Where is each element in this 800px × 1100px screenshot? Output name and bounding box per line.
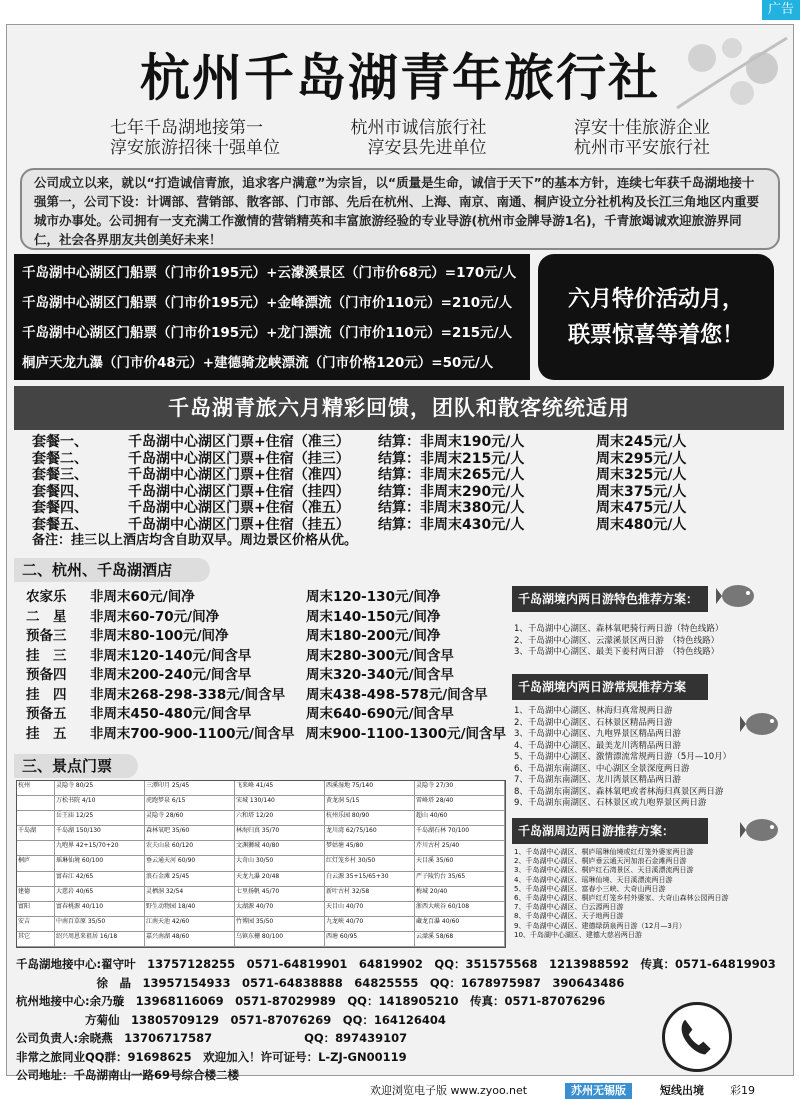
package-weekday-price: 结算：非周末430元/人 xyxy=(378,516,525,533)
hotel-section-title: 二、杭州、千岛湖酒店 xyxy=(14,558,210,582)
ticket-combo: 千岛湖中心湖区门船票（门市价195元）+龙门漂流（门市价110元）=215元/人 xyxy=(22,325,513,341)
contact-line: 杭州地接中心:余乃璇 13968116069 0571-87029989 QQ：1418905210 传真：0571-87076296 xyxy=(16,994,606,1008)
hotel-row xyxy=(26,725,506,745)
package-row xyxy=(32,467,772,484)
package-weekday-price: 结算：非周末290元/人 xyxy=(378,483,525,500)
scenic-ticket-cell: 千岛湖 150/130 xyxy=(55,826,145,841)
package-weekend-price: 周末480元/人 xyxy=(596,516,687,533)
package-row xyxy=(32,451,772,468)
hotel-weekday-price: 非周末268-298-338元/间含早 xyxy=(90,686,286,703)
package-weekday-price: 结算：非周末215元/人 xyxy=(378,450,525,467)
scenic-ticket-cell: 灵栖洞 32/54 xyxy=(145,887,235,902)
scenic-ticket-cell: 垂云通天河 60/90 xyxy=(145,856,235,871)
recommend-nearby-title: 千岛湖周边两日游推荐方案： xyxy=(512,818,708,844)
hotel-weekend-price: 周末438-498-578元/间含早 xyxy=(306,686,488,703)
package-content: 千岛湖中心湖区门票+住宿（挂三） xyxy=(128,450,350,467)
hotel-type: 预备四 xyxy=(26,667,67,683)
honor-item: 淳安十佳旅游企业 xyxy=(574,118,710,138)
recommend-item: 6、千岛湖中心湖区、桐庐红灯笼乡村外婆家、大奇山森林公园两日游 xyxy=(514,894,729,903)
package-weekend-price: 周末375元/人 xyxy=(596,483,687,500)
scenic-ticket-cell: 七里扬帆 45/70 xyxy=(235,887,325,902)
scenic-ticket-cell: 云濛溪 58/68 xyxy=(415,932,505,947)
hotel-row xyxy=(26,666,506,686)
scenic-region-cell xyxy=(17,811,55,826)
scenic-ticket-cell: 梅城 20/40 xyxy=(415,887,505,902)
recommend-item: 5、千岛湖中心湖区、富春小三峡、大奇山两日游 xyxy=(514,884,666,893)
hotel-type: 预备五 xyxy=(26,706,67,722)
hotel-weekend-price: 周末120-130元/间净 xyxy=(306,589,441,605)
hotel-row xyxy=(26,588,506,608)
recommend-regular-title: 千岛湖境内两日游常规推荐方案 xyxy=(512,674,708,700)
package-weekday-price: 结算：非周末265元/人 xyxy=(378,467,525,483)
contact-line: 千岛湖地接中心:翟守叶 13757128255 0571-64819901 64819902 QQ：351575568 1213988592 传真：0571-64819903 xyxy=(16,957,776,971)
scenic-region-cell: 其它 xyxy=(17,932,55,947)
agency-title: 杭州千岛湖青年旅行社 xyxy=(140,49,660,107)
scenic-ticket-cell: 灵隐寺 80/25 xyxy=(55,781,145,796)
hotel-row xyxy=(26,608,506,628)
package-name: 套餐一、 xyxy=(32,434,88,450)
package-content: 千岛湖中心湖区门票+住宿（准三） xyxy=(128,434,350,450)
scenic-ticket-cell: 大奇山 30/50 xyxy=(235,856,325,871)
footer-edition: 苏州无锡版 xyxy=(565,1083,632,1099)
package-content: 千岛湖中心湖区门票+住宿（准四） xyxy=(128,467,350,483)
hotel-weekend-price: 周末640-690元/间含早 xyxy=(306,706,454,722)
scenic-region-cell xyxy=(17,796,55,811)
recommend-item: 1、千岛湖中心湖区、林海归真常规两日游 xyxy=(514,706,673,716)
hotel-weekend-price: 周末280-300元/间含早 xyxy=(306,647,454,664)
hotel-weekend-price: 周末320-340元/间含早 xyxy=(306,667,454,683)
recommend-item: 5、千岛湖中心湖区、激情漂流常规两日游（5月—10月） xyxy=(514,752,732,762)
footer-category: 短线出境 xyxy=(660,1084,704,1097)
hotel-weekday-price: 非周末700-900-1100元/间含早 xyxy=(89,725,295,742)
honor-item: 七年千岛湖地接第一 xyxy=(110,118,263,138)
scenic-ticket-cell: 林海归真 35/70 xyxy=(235,826,325,841)
package-note: 备注：挂三以上酒店均含自助双早。周边景区价格从优。 xyxy=(32,533,358,548)
package-weekend-price: 周末295元/人 xyxy=(596,450,687,467)
scenic-ticket-cell: 文渊狮城 40/80 xyxy=(235,841,325,856)
recommend-featured-list xyxy=(514,624,798,659)
scenic-ticket-cell: 森林氧吧 35/60 xyxy=(145,826,235,841)
promo-line: 联票惊喜等着您！ xyxy=(567,323,744,348)
hotel-price-list xyxy=(26,588,506,744)
scenic-ticket-cell: 新叶古村 32/58 xyxy=(325,887,415,902)
honor-item: 杭州市平安旅行社 xyxy=(574,138,710,158)
honors-row xyxy=(110,118,710,138)
hotel-row xyxy=(26,627,506,647)
scenic-ticket-cell: 藏龙百瀑 40/60 xyxy=(415,917,505,932)
page-footer xyxy=(0,1082,800,1100)
scenic-ticket-cell: 杭州乐园 80/90 xyxy=(325,811,415,826)
recommend-item: 7、千岛湖中心湖区、白云源两日游 xyxy=(514,903,624,912)
scenic-ticket-cell: 乌镇东栅 80/100 xyxy=(235,932,325,947)
scenic-ticket-cell: 九龙峡 40/70 xyxy=(325,917,415,932)
hotel-type: 农家乐 xyxy=(26,589,67,605)
scenic-ticket-cell: 九咆界 42+15/70+20 xyxy=(55,841,145,856)
scenic-ticket-cell: 天目溪 35/60 xyxy=(415,856,505,871)
hotel-row xyxy=(26,705,506,725)
scenic-ticket-cell: 瑶琳仙境 60/100 xyxy=(55,856,145,871)
hotel-type: 二 星 xyxy=(26,608,67,625)
recommend-item: 1、千岛湖中心湖区、桐庐瑶琳仙境或红灯笼外婆家两日游 xyxy=(514,848,694,856)
scenic-ticket-cell: 宋城 130/140 xyxy=(235,796,325,811)
honor-item: 淳安县先进单位 xyxy=(367,138,487,158)
scenic-region-cell: 建德 xyxy=(17,887,55,902)
scenic-ticket-cell: 严子陵钓台 35/65 xyxy=(415,872,505,887)
scenic-ticket-cell: 千岛湖石林 70/100 xyxy=(415,826,505,841)
scenic-ticket-cell: 岳王庙 12/25 xyxy=(55,811,145,826)
recommend-featured-title: 千岛湖境内两日游特色推荐方案： xyxy=(512,586,708,612)
scenic-ticket-cell: 绍兴周恩来祖居 16/18 xyxy=(55,932,145,947)
phone-icon xyxy=(662,1002,732,1072)
scenic-ticket-cell: 飞来峰 41/45 xyxy=(235,781,325,796)
package-name: 套餐四、 xyxy=(32,483,88,500)
package-content: 千岛湖中心湖区门票+住宿（挂四） xyxy=(128,483,350,500)
package-weekend-price: 周末475元/人 xyxy=(596,500,687,516)
scenic-ticket-cell: 三潭印月 25/45 xyxy=(145,781,235,796)
hotel-weekday-price: 非周末200-240元/间含早 xyxy=(90,667,252,683)
hotel-type: 预备三 xyxy=(26,628,67,644)
feedback-banner: 千岛湖青旅六月精彩回馈，团队和散客统统适用 xyxy=(14,386,784,430)
ad-label: 广告 xyxy=(762,0,800,20)
scenic-ticket-cell: 六和塔 12/20 xyxy=(235,811,325,826)
scenic-ticket-cell: 灵隐寺 28/60 xyxy=(145,811,235,826)
recommend-item: 4、千岛湖中心湖区、瑶琳仙境、天目溪漂流两日游 xyxy=(514,875,673,884)
scenic-ticket-cell: 大慈岩 40/65 xyxy=(55,887,145,902)
recommend-item: 3、千岛湖中心湖区、最美下姜村两日游 （特色线路） xyxy=(514,647,720,657)
ticket-combo: 千岛湖中心湖区门船票（门市价195元）+云濛溪景区（门市价68元）=170元/人 xyxy=(22,265,517,281)
scenic-region-cell xyxy=(17,841,55,856)
scenic-region-cell: 安吉 xyxy=(17,917,55,932)
honors-row xyxy=(110,138,710,158)
recommend-item: 2、千岛湖中心湖区、桐庐垂云通天河加浪石金滩两日游 xyxy=(514,857,687,866)
scenic-ticket-cell: 雷峰塔 28/40 xyxy=(415,796,505,811)
hotel-weekday-price: 非周末120-140元/间含早 xyxy=(90,647,252,664)
scenic-ticket-cell: 黄龙洞 5/15 xyxy=(325,796,415,811)
package-row xyxy=(32,517,772,534)
package-name: 套餐二、 xyxy=(32,450,88,467)
recommend-nearby-list xyxy=(514,848,798,940)
scenic-ticket-cell: 中南百草原 35/50 xyxy=(55,917,145,932)
scenic-region-cell: 杭州 xyxy=(17,781,55,796)
hotel-weekend-price: 周末900-1100-1300元/间含早 xyxy=(305,725,506,742)
package-content: 千岛湖中心湖区门票+住宿（挂五） xyxy=(128,516,350,533)
recommend-item: 4、千岛湖中心湖区、最美龙川湾精品两日游 xyxy=(514,740,681,751)
scenic-ticket-cell: 农夫山泉 60/120 xyxy=(145,841,235,856)
hotel-row xyxy=(26,647,506,667)
scenic-ticket-cell: 天目山 40/70 xyxy=(325,902,415,917)
scenic-ticket-cell: 灵隐寺 27/30 xyxy=(415,781,505,796)
june-promo-box xyxy=(538,254,774,380)
fish-decoration-icon xyxy=(716,578,760,614)
contact-line: 方菊仙 13805709129 0571-87076269 QQ：164126404 xyxy=(16,1012,446,1027)
package-content: 千岛湖中心湖区门票+住宿（准五） xyxy=(128,500,350,516)
recommend-item: 3、千岛湖中心湖区、桐庐红石湾景区、天目溪漂流两日游 xyxy=(514,866,694,875)
footer-site: 欢迎浏览电子版 www.zyoo.net xyxy=(370,1084,528,1097)
scenic-ticket-cell: 西溪湿地 75/140 xyxy=(325,781,415,796)
recommend-regular-list xyxy=(514,706,798,810)
hotel-row xyxy=(26,686,506,706)
scenic-ticket-cell: 太湖源 40/70 xyxy=(235,902,325,917)
scenic-region-cell: 桐庐 xyxy=(17,856,55,871)
ticket-combo: 桐庐天龙九瀑（门市价48元）+建德骑龙峡漂流（门市价格120元）=50元/人 xyxy=(22,355,494,371)
contact-line: 公司负责人:余晓燕 13706717587 QQ：897439107 xyxy=(16,1031,408,1045)
ticket-combo-box xyxy=(14,254,530,380)
contact-line: 非常之旅同业QQ群：91698625 欢迎加入！许可证号：L-ZJ-GN00119 xyxy=(16,1049,407,1064)
hotel-weekend-price: 周末180-200元/间净 xyxy=(306,628,441,644)
ticket-combo: 千岛湖中心湖区门船票（门市价195元）+金峰漂流（门市价110元）=210元/人 xyxy=(22,295,513,311)
hotel-type: 挂 三 xyxy=(26,647,67,664)
hotel-type: 挂 四 xyxy=(26,686,67,703)
package-row xyxy=(32,500,772,517)
recommend-item: 8、千岛湖中心湖区、天子地两日游 xyxy=(514,912,624,921)
recommend-item: 2、千岛湖中心湖区、石林景区精品两日游 xyxy=(514,717,673,728)
honors-list xyxy=(110,118,710,158)
hotel-weekend-price: 周末140-150元/间净 xyxy=(306,608,441,625)
promo-line: 六月特价活动月， xyxy=(567,287,744,312)
package-row xyxy=(32,434,772,451)
company-intro: 公司成立以来，就以“打造诚信青旅，追求客户满意”为宗旨，以“质量是生命，诚信于天下”的基本方针，连续七年获千岛湖地接十强第一，公司下设：计调部、营销部、散客部、门市部、先后在杭州、上海、南京、南通、桐庐设立分社机构及长江三角地区内重要城市办事处。公司拥有一支充满工作激情的营销精英和丰富旅游经验的专业导游(杭州市金牌导游1名)，千青旅竭诚欢迎旅游界同仁，社会各界朋友共创美好未来！ xyxy=(20,168,780,250)
scenic-ticket-cell: 万松书院 4/10 xyxy=(55,796,145,811)
package-name: 套餐三、 xyxy=(32,467,88,483)
contact-line: 徐 晶 13957154933 0571-64838888 64825555 QQ：1678975987 390643486 xyxy=(16,975,625,990)
scenic-ticket-cell: 富春江 42/65 xyxy=(55,872,145,887)
fish-decoration-icon xyxy=(740,812,784,848)
hotel-type: 挂 五 xyxy=(26,725,67,742)
package-weekend-price: 周末325元/人 xyxy=(596,467,687,483)
scenic-ticket-cell: 西塘 60/95 xyxy=(325,932,415,947)
scenic-ticket-table xyxy=(16,780,506,948)
footer-page-number: 彩19 xyxy=(730,1084,755,1097)
scenic-ticket-cell: 超山 40/60 xyxy=(415,811,505,826)
honor-item: 淳安旅游招徕十强单位 xyxy=(110,138,280,158)
scenic-ticket-cell: 富春桃源 40/110 xyxy=(55,902,145,917)
scenic-ticket-cell: 天龙九瀑 20/48 xyxy=(235,872,325,887)
scenic-section-title: 三、景点门票 xyxy=(14,754,138,778)
scenic-ticket-cell: 芹川古村 25/40 xyxy=(415,841,505,856)
scenic-ticket-cell: 梦姑塘 45/80 xyxy=(325,841,415,856)
scenic-region-cell: 富阳 xyxy=(17,902,55,917)
scenic-region-cell: 千岛湖 xyxy=(17,826,55,841)
scenic-region-cell xyxy=(17,872,55,887)
scenic-ticket-cell: 虎跑梦泉 6/15 xyxy=(145,796,235,811)
package-row xyxy=(32,484,772,501)
recommend-item: 1、千岛湖中心湖区、森林氧吧骑行两日游（特色线路） xyxy=(514,624,724,634)
scenic-ticket-cell: 浪石金滩 25/45 xyxy=(145,872,235,887)
scenic-ticket-cell: 龙川湾 62/75/160 xyxy=(325,826,415,841)
contact-line: 公司地址：千岛湖南山一路69号综合楼二楼 xyxy=(16,1068,240,1082)
honor-item: 杭州市诚信旅行社 xyxy=(350,118,487,138)
recommend-item: 7、千岛湖东南湖区、龙川湾景区精品两日游 xyxy=(514,775,681,785)
recommend-item: 9、千岛湖中心湖区、建德绿荫泉两日游（12月—3月） xyxy=(514,921,686,930)
scenic-ticket-cell: 红灯笼乡村 30/50 xyxy=(325,856,415,871)
hotel-weekday-price: 非周末80-100元/间净 xyxy=(90,628,229,644)
package-name: 套餐五、 xyxy=(32,516,88,533)
hotel-weekday-price: 非周末60-70元/间净 xyxy=(90,608,220,625)
package-list xyxy=(32,434,772,550)
package-weekday-price: 结算：非周末190元/人 xyxy=(378,434,525,450)
hotel-weekday-price: 非周末60元/间净 xyxy=(90,589,195,605)
recommend-item: 8、千岛湖东南湖区、森林氧吧或者林海归真景区两日游 xyxy=(514,786,724,797)
recommend-item: 9、千岛湖东南湖区、石林景区或九咆界景区两日游 xyxy=(514,798,707,808)
recommend-item: 10、千岛湖中心湖区、建德大慈岩两日游 xyxy=(514,930,642,939)
recommend-item: 3、千岛湖中心湖区、九咆界景区精品两日游 xyxy=(514,729,681,739)
hotel-weekday-price: 非周末450-480元/间含早 xyxy=(90,706,252,722)
recommend-item: 2、千岛湖中心湖区、云濛溪景区两日游 （特色线路） xyxy=(514,635,720,646)
scenic-ticket-cell: 野生动物园 18/40 xyxy=(145,902,235,917)
top-band xyxy=(0,0,800,22)
package-name: 套餐四、 xyxy=(32,500,88,516)
scenic-ticket-cell: 白云源 35+15/65+30 xyxy=(325,872,415,887)
scenic-ticket-cell: 江南天池 42/60 xyxy=(145,917,235,932)
scenic-ticket-cell: 竹博园 35/50 xyxy=(235,917,325,932)
scenic-ticket-cell: 浙西大峡谷 60/108 xyxy=(415,902,505,917)
package-weekend-price: 周末245元/人 xyxy=(596,434,687,450)
recommend-item: 6、千岛湖东南湖区、中心湖区全景深度两日游 xyxy=(514,763,690,774)
scenic-ticket-cell: 嘉兴南湖 48/60 xyxy=(145,932,235,947)
package-weekday-price: 结算：非周末380元/人 xyxy=(378,500,525,516)
